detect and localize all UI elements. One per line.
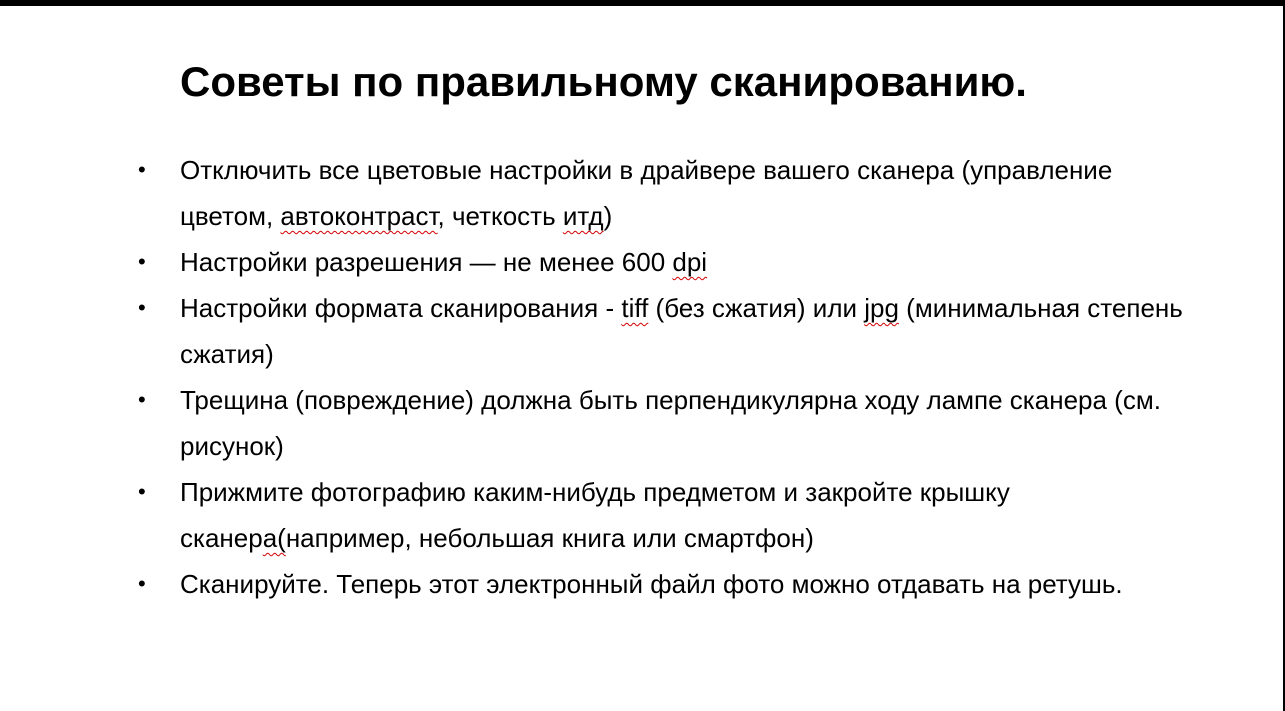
spellcheck-flagged-word: итд bbox=[562, 201, 604, 231]
bullet-text bbox=[180, 285, 1200, 377]
bullet-text-segment: Трещина (повреждение) должна быть перпендикулярна ходу лампе сканера (см. рисунок) bbox=[180, 385, 1161, 461]
bullet-text-segment: Отключить все цветовые настройки в драйвере вашего сканера (управление цветом, bbox=[180, 155, 1113, 231]
bullet-marker: • bbox=[138, 249, 146, 274]
bullet-text-segment: Настройки разрешения — не менее 600 bbox=[180, 247, 673, 277]
bullet-item bbox=[0, 377, 1200, 469]
slide-title: Советы по правильному сканированию. bbox=[180, 58, 1027, 105]
spellcheck-flagged-word: а( bbox=[262, 523, 286, 553]
bullet-text-segment: , четкость bbox=[437, 201, 563, 231]
bullet-marker: • bbox=[138, 479, 146, 504]
spellcheck-flagged-word: dpi bbox=[672, 247, 708, 277]
bullet-item bbox=[0, 561, 1200, 607]
spellcheck-flagged-word: jpg bbox=[864, 293, 899, 323]
bullet-text-segment: (без сжатия) или bbox=[648, 293, 865, 323]
bullet-text bbox=[180, 377, 1200, 469]
bullet-marker: • bbox=[138, 295, 146, 320]
bullet-marker: • bbox=[138, 387, 146, 412]
bullet-text-segment: (минимальная степень сжатия) bbox=[180, 293, 1183, 369]
bullet-marker: • bbox=[138, 571, 146, 596]
spellcheck-flagged-word: tiff bbox=[621, 293, 649, 323]
bullet-text-segment: Настройки формата сканирования - bbox=[180, 293, 622, 323]
bullet-text bbox=[180, 147, 1200, 239]
bullet-text-segment: ) bbox=[603, 201, 613, 231]
bullet-text bbox=[180, 561, 1200, 607]
bullet-item bbox=[0, 469, 1200, 561]
bullet-item bbox=[0, 239, 1200, 285]
bullet-text-segment: Сканируйте. Теперь этот электронный файл фото можно отдавать на ретушь. bbox=[180, 569, 1123, 599]
bullet-text-segment: например, небольшая книга или смартфон) bbox=[285, 523, 814, 553]
bullet-text bbox=[180, 239, 1200, 285]
bullet-marker: • bbox=[138, 157, 146, 182]
bullet-text bbox=[180, 469, 1200, 561]
spellcheck-flagged-word: автоконтраст bbox=[280, 201, 438, 231]
bullet-item bbox=[0, 285, 1200, 377]
bullet-item bbox=[0, 147, 1200, 239]
bullet-text-segment: Прижмите фотографию каким-нибудь предметом и закройте крышку сканер bbox=[180, 477, 1010, 553]
bullet-list bbox=[0, 147, 1285, 607]
